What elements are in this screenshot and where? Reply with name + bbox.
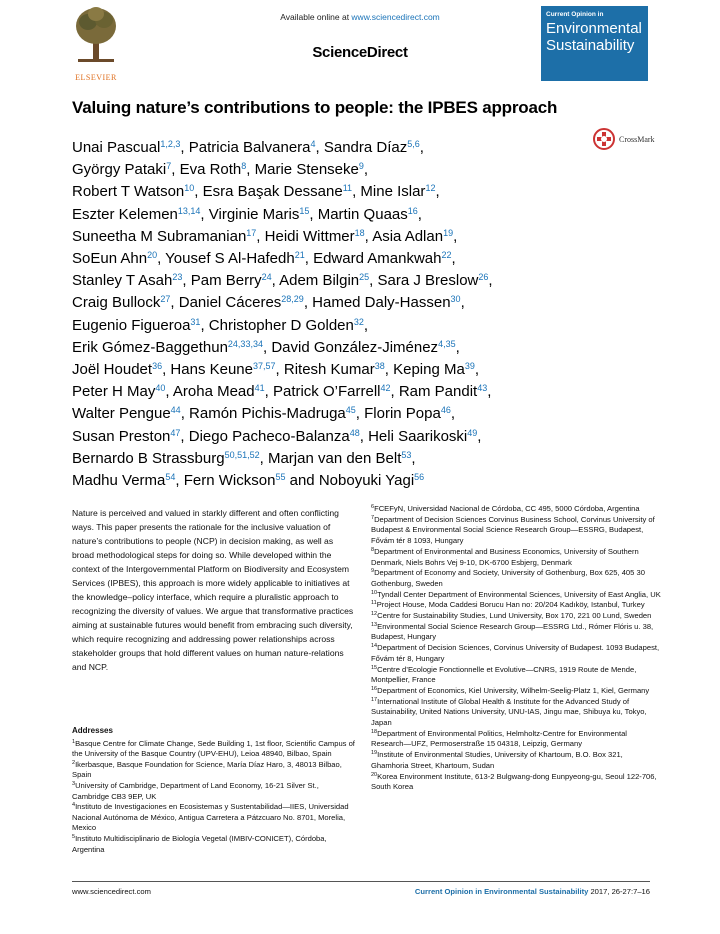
author-separator: , [419,139,424,156]
author-name: Walter Pengue [72,405,171,423]
author-separator: , [303,294,313,312]
affiliation-number: 20 [371,771,378,778]
author-name: Virginie Maris [208,205,300,223]
affiliation-item [371,590,661,601]
journal-box-line1: Current Opinion in [546,11,604,18]
author-affiliation-ref[interactable]: 49 [467,427,478,438]
address-item [72,760,357,781]
author-separator: , [165,383,173,401]
author-affiliation-ref[interactable]: 4,35 [438,338,456,349]
author-name: Heidi Wittmer [264,227,355,245]
affiliation-number: 9 [371,568,375,575]
author-name: Eszter Kelemen [72,205,178,223]
author-name: Patrick O’Farrell [272,383,381,401]
author-affiliation-ref[interactable]: 48 [349,427,360,438]
addresses-list [72,739,357,856]
footer-journal-name: Current Opinion in Environmental Sustainability [414,887,589,896]
affiliation-text: Department of Economics, Kiel University, Wilhelm-Seelig-Platz 1, Kiel, Germany [377,685,650,695]
affiliation-item [371,515,661,547]
author-affiliation-ref[interactable]: 37,57 [252,361,276,372]
addresses-block [72,726,357,855]
author-affiliation-ref[interactable]: 21 [294,250,305,261]
author-separator: , [363,161,369,179]
author-separator: , [363,316,369,334]
article-title: Valuing nature’s contributions to people: the IPBES approach [72,98,558,117]
author-name: Adem Bilgin [279,272,360,290]
affiliation-number: 10 [371,589,378,596]
author-name: Eugenio Figueroa [72,316,191,334]
affiliation-text: Department of Environmental Politics, Helmholtz-Centre for Environmental Research—UFZ, Permoserstraße 15 04318, Leipzig, Germany [371,728,627,749]
author-name: Unai Pascual [72,139,161,156]
author-name: Peter H May [72,383,156,401]
author-name: Ramón Pichis-Madruga [189,405,346,423]
affiliation-number: 17 [371,696,378,703]
address-item [72,781,357,802]
affiliation-number: 15 [371,664,378,671]
address-number: 4 [72,802,76,809]
author-separator: , [455,338,460,356]
affiliation-item [371,547,661,568]
author-separator: , [304,250,314,268]
author-line [72,248,632,270]
author-name: SoEun Ahn [72,250,148,268]
author-name: Joël Houdet [72,361,153,379]
author-name: Daniel Cáceres [178,294,282,312]
author-line [72,426,632,448]
author-name: Erik Gómez-Baggethun [72,338,228,356]
affiliation-number: 6 [371,504,375,510]
author-affiliation-ref[interactable]: 41 [254,383,265,394]
affiliation-number: 11 [371,600,377,607]
author-line [72,159,632,181]
author-name: Sandra Díaz [323,139,408,156]
author-affiliation-ref[interactable]: 36 [152,361,163,372]
author-name: Susan Preston [72,427,171,445]
author-separator: and [285,472,319,490]
author-separator: , [451,250,456,268]
affiliation-item [371,504,661,515]
author-separator: , [180,405,190,423]
author-name: Yousef S Al-Hafedh [165,250,295,268]
affiliation-item [371,643,661,664]
author-affiliation-ref[interactable]: 39 [464,361,475,372]
author-affiliation-ref[interactable]: 30 [450,294,461,305]
author-affiliation-ref[interactable]: 44 [170,405,181,416]
author-name: Fern Wickson [183,472,276,490]
author-separator: , [170,294,179,312]
author-name: Aroha Mead [172,383,255,401]
author-affiliation-ref[interactable]: 45 [345,405,356,416]
affiliation-text: Institute of Environmental Studies, University of Khartoum, B.O. Box 321, Ghamhoria Street, Khartoum, Sudan [371,750,623,770]
author-affiliation-ref[interactable]: 43 [477,383,488,394]
affiliation-text: Centre for Sustainability Studies, Lund University, Box 170, 221 00 Lund, Sweden [377,611,652,621]
author-line [72,359,632,381]
author-affiliation-ref[interactable]: 15 [299,205,310,216]
author-affiliation-ref[interactable]: 31 [190,316,201,327]
author-affiliation-ref[interactable]: 27 [160,294,171,305]
address-text: Instituto de Investigaciones en Ecosistemas y Sustentabilidad—IIES, Universidad Nacional Autónoma de México, Antigua Carretera a Pátzcuaro No. 8701, Morelia, Mexico [72,802,349,833]
author-affiliation-ref[interactable]: 26 [478,272,489,283]
address-item [72,739,357,760]
author-name: Asia Adlan [372,227,444,245]
author-affiliation-ref[interactable]: 7 [166,161,172,172]
address-number: 1 [72,738,76,745]
affiliation-item [371,729,661,750]
author-affiliation-ref[interactable]: 38 [374,361,385,372]
author-separator: , [474,361,479,379]
publisher-name: ELSEVIER [75,73,117,82]
author-separator: , [384,361,394,379]
address-number: 3 [72,780,76,787]
affiliation-item [371,622,661,643]
author-line [72,470,632,492]
author-name: Pam Berry [190,272,262,290]
affiliation-item [371,600,661,611]
author-line [72,337,632,359]
availability-prefix: Available online at [280,12,352,22]
sciencedirect-brand: ScienceDirect [312,44,408,61]
author-name: Martin Quaas [317,205,408,223]
author-name: Craig Bullock [72,294,161,312]
author-separator: , [275,361,284,379]
author-name: György Pataki [72,161,167,179]
author-affiliation-ref[interactable]: 23 [172,272,183,283]
address-text: University of Cambridge, Department of Land Economy, 16-21 Silver St., Cambridge CB3 9EP, UK [72,780,319,801]
author-affiliation-ref[interactable]: 40 [155,383,166,394]
address-text: Ikerbasque, Basque Foundation for Science, María Díaz Haro, 3, 48013 Bilbao, Spain [72,759,342,780]
author-name: Esra Başak Dessane [202,183,343,201]
author-line [72,226,632,248]
affiliation-text: Department of Decision Sciences, Corvinus University of Budapest. 1093 Budapest, Fővám tér 8, Hungary [371,643,660,663]
author-affiliation-ref[interactable]: 13,14 [177,205,201,216]
affiliation-number: 7 [371,514,375,521]
affiliation-number: 18 [371,728,378,735]
affiliation-text: Department of Decision Sciences Corvinus Business School, Corvinus University of Budapest & Environmental Social Science Research Group—ESSRG, Budapest, Fővám tér 8 1093, Hungary [371,514,655,546]
author-affiliation-ref[interactable]: 22 [441,250,452,261]
author-separator: , [262,338,272,356]
author-line [72,292,632,314]
addresses-heading: Addresses [72,726,113,735]
affiliation-text: Korea Environment Institute, 613-2 Bulgwang-dong Eunpyeong-gu, Seoul 122-706, South Korea [371,771,657,792]
author-separator: , [417,205,422,223]
author-separator: , [200,316,209,334]
affiliation-text: FCEFyN, Universidad Nacional de Córdoba, CC 495, 5000 Córdoba, Argentina [374,504,640,513]
author-affiliation-ref[interactable]: 18 [354,227,365,238]
affiliation-text: Department of Economy and Society, University of Gothenburg, Box 625, 405 30 Gothenburg, Sweden [371,568,645,588]
author-separator: , [477,427,482,445]
affiliation-text: International Institute of Global Health & Institute for the Advanced Study of Sustainability, United Nations University, UNU-IAS, Jingu mae, Shibuya ku, Tokyo, Japan [371,696,647,728]
author-name: Marjan van den Belt [267,449,402,467]
author-separator: , [390,383,399,401]
author-separator: , [453,227,458,245]
author-separator: , [182,272,191,290]
affiliation-number: 8 [371,546,375,553]
author-name: Robert T Watson [72,183,185,201]
affiliation-item [371,611,661,622]
author-affiliation-ref[interactable]: 54 [165,472,176,483]
author-line [72,403,632,425]
affiliation-text: Centre d’Ecologie Fonctionnelle et Evolutive—CNRS, 1919 Route de Mende, Montpellier, France [371,664,637,685]
author-name: Madhu Verma [72,472,166,490]
affiliation-item [371,772,661,793]
author-name: Hamed Daly-Hassen [312,294,451,312]
author-affiliation-ref[interactable]: 20 [147,250,158,261]
author-separator: , [162,361,171,379]
crossmark-label: CrossMark [619,134,655,144]
author-name: Heli Saarikoski [368,427,468,445]
author-list [72,137,632,492]
affiliation-number: 13 [371,621,378,628]
author-line [72,315,632,337]
address-text: Instituto Multidisciplinario de Biología Vegetal (IMBIV-CONICET), Córdoba, Argentina [72,833,327,854]
author-affiliation-ref[interactable]: 32 [353,316,364,327]
author-affiliation-ref[interactable]: 1,2,3 [160,139,181,149]
author-affiliation-ref[interactable]: 55 [275,472,286,483]
author-separator: , [435,183,440,201]
author-affiliation-ref[interactable]: 12 [425,183,436,194]
affiliation-item [371,686,661,697]
author-affiliation-ref[interactable]: 5,6 [407,139,420,149]
affiliation-item [371,697,661,729]
author-separator: , [246,161,255,179]
author-separator: , [359,427,369,445]
address-number: 2 [72,759,76,766]
footer-site: www.sciencedirect.com [72,887,151,896]
author-separator: , [411,449,416,467]
author-separator: , [309,205,318,223]
author-name: Mine Islar [360,183,426,201]
author-name: Florin Popa [364,405,441,423]
author-affiliation-ref[interactable]: 4 [310,139,316,149]
author-separator: , [256,227,265,245]
author-name: Noboyuki Yagi [318,472,415,490]
author-separator: , [157,250,166,268]
author-affiliation-ref[interactable]: 9 [358,161,364,172]
author-affiliation-ref[interactable]: 25 [359,272,370,283]
author-separator: , [487,383,492,401]
footer-citation: 2017, 26-27:7–16 [588,887,650,896]
address-item [72,802,357,834]
author-line [72,381,632,403]
affiliation-number: 19 [371,750,378,757]
footer-citation-block [372,887,650,896]
author-affiliation-ref[interactable]: 19 [443,227,454,238]
author-affiliation-ref[interactable]: 28,29 [281,294,304,305]
sciencedirect-link[interactable]: www.sciencedirect.com [351,12,440,22]
author-separator: , [194,183,203,201]
author-separator: , [200,205,209,223]
affiliation-item [371,568,661,589]
affiliation-number: 12 [371,611,378,618]
address-item [72,834,357,855]
author-affiliation-ref[interactable]: 10 [184,183,195,194]
abstract-text: Nature is perceived and valued in starkly different and often conflicting ways. This paper presents the rationale for the inclusive valuation of nature’s contributions to people (NCP) in decision making, as well as broad methodological steps for doing so. While developed within the context of the Intergovernmental Platform on Biodiversity and Ecosystem Services (IPBES), this approach is more widely applicable to initiatives at the knowledge–policy interface, which require a pluralistic approach to recognizing the diversity of values. We argue that transformative practices aiming at sustainable futures would benefit from embracing such diversity, which require recognizing and addressing power relationships across stakeholder groups that hold different values on human nature-relations and NCP. [72,508,354,672]
author-name: Ritesh Kumar [283,361,375,379]
author-name: Patricia Balvanera [188,139,311,156]
journal-box-line3: Sustainability [546,37,635,54]
author-name: Suneetha M Subramanian [72,227,247,245]
journal-cover-box [541,6,648,81]
affiliation-number: 14 [371,643,378,650]
author-line [72,137,632,159]
author-affiliation-ref[interactable]: 24 [261,272,272,283]
author-separator: , [352,183,361,201]
author-separator: , [450,405,456,423]
author-name: Stanley T Asah [72,272,173,290]
author-affiliation-ref[interactable]: 47 [170,427,181,438]
author-name: Edward Amankwah [313,250,442,268]
author-separator: , [460,294,465,312]
author-name: Sara J Breslow [377,272,479,290]
author-separator: , [355,405,365,423]
page-header [0,0,720,86]
affiliation-item [371,665,661,686]
author-name: Ram Pandit [398,383,478,401]
author-affiliation-ref[interactable]: 16 [407,205,418,216]
author-affiliation-ref[interactable]: 24,33,34 [227,338,263,349]
author-affiliation-ref[interactable]: 50,51,52 [224,449,260,460]
author-separator: , [369,272,378,290]
affiliation-text: Environmental Social Science Research Group—ESSRG Ltd., Rómer Flóris u. 38, Budapest, Hungary [371,621,654,642]
author-affiliation-ref[interactable]: 17 [246,227,257,238]
address-number: 5 [72,833,76,840]
address-text: Basque Centre for Climate Change, Sede Building 1, 1st floor, Scientific Campus of the University of the Basque Country (UPV-EHU), Leioa 48940, Bilbao, Spain [72,738,355,759]
author-name: Diego Pacheco-Balanza [188,427,350,445]
author-separator: , [259,449,268,467]
author-separator: , [271,272,280,290]
affiliation-item [371,750,661,771]
author-name: Bernardo B Strassburg [72,449,225,467]
author-name: Marie Stenseke [254,161,359,179]
author-separator: , [171,161,180,179]
affiliation-number: 16 [371,685,378,692]
author-name: David González-Jiménez [271,338,439,356]
journal-box-line2: Environmental [546,20,642,37]
affiliation-text: Tyndall Center Department of Environmental Sciences, University of East Anglia, UK [377,589,661,599]
author-affiliation-ref[interactable]: 8 [241,161,247,172]
author-separator: , [488,272,493,290]
author-affiliation-ref[interactable]: 56 [414,472,425,483]
author-name: Christopher D Golden [208,316,354,334]
author-separator: , [315,139,324,156]
author-separator: , [180,427,189,445]
author-line [72,181,632,203]
affiliation-text: Department of Environmental and Business Economics, University of Southern Denmark, Niels Bohrs Vej 9-10, DK-6700 Esbjerg, Denmark [371,546,639,567]
author-affiliation-ref[interactable]: 46 [440,405,451,416]
author-name: Keping Ma [393,361,465,379]
footer-rule [72,881,650,882]
author-name: Hans Keune [170,361,253,379]
author-affiliation-ref[interactable]: 53 [401,449,412,460]
author-separator: , [264,383,273,401]
author-line [72,204,632,226]
author-affiliation-ref[interactable]: 11 [342,183,353,194]
author-separator: , [180,139,189,156]
author-separator: , [175,472,184,490]
affiliation-text: Project House, Moda Caddesi Borucu Han no: 20/204 Kadıköy, Istanbul, Turkey [376,600,645,610]
author-affiliation-ref[interactable]: 42 [380,383,391,394]
author-line [72,270,632,292]
author-separator: , [364,227,373,245]
author-line [72,448,632,470]
affiliations-list [371,504,661,793]
author-name: Eva Roth [179,161,242,179]
